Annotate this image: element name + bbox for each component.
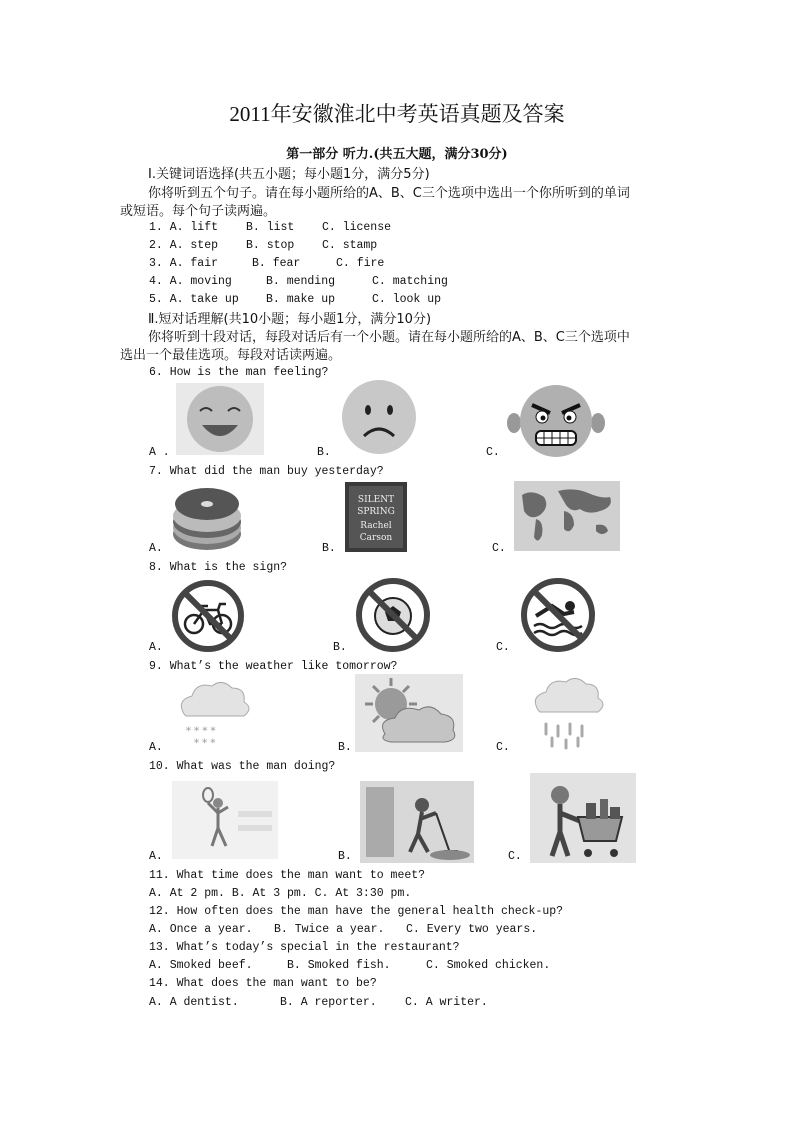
page-title: 2011年安徽淮北中考英语真题及答案	[229, 102, 565, 126]
q2-option-a: 2. A. step	[149, 239, 219, 252]
q4-option-c: C. matching	[372, 275, 448, 288]
q9-question: 9. What’s the weather like tomorrow?	[149, 660, 398, 673]
q8-question: 8. What is the sign?	[149, 561, 288, 574]
q14-option-c: C. A writer.	[405, 996, 488, 1009]
raking-leaves-image	[360, 781, 474, 863]
q7-question: 7. What did the man buy yesterday?	[149, 465, 384, 478]
q13-question: 13. What’s today’s special in the restaurant?	[149, 941, 460, 954]
q10-question: 10. What was the man doing?	[149, 760, 336, 773]
q5-option-a: 5. A. take up	[149, 293, 239, 306]
q1-option-a: 1. A. lift	[149, 221, 219, 234]
q10-label-c: C.	[508, 850, 522, 863]
book-title-line-4: Carson	[359, 533, 393, 543]
q6-question: 6. How is the man feeling?	[149, 366, 329, 379]
q14-question: 14. What does the man want to be?	[149, 977, 377, 990]
q14-option-a: A. A dentist.	[149, 996, 239, 1009]
section-heading: 第一部分 听力.(共五大题，满分30分)	[286, 147, 508, 162]
q6-label-b: B.	[317, 446, 331, 459]
q12-option-b: B. Twice a year.	[274, 923, 385, 936]
tennis-player-image	[172, 781, 278, 859]
q7-label-a: A.	[149, 542, 163, 555]
q6-label-c: C.	[486, 446, 500, 459]
q12-question: 12. How often does the man have the general health check-up?	[149, 905, 564, 918]
shopping-cart-image	[530, 773, 636, 863]
no-swimming-sign-image	[518, 576, 598, 654]
q13-option-b: B. Smoked fish.	[287, 959, 391, 972]
q7-label-c: C.	[492, 542, 506, 555]
q9-label-a: A.	[149, 741, 163, 754]
q9-label-c: C.	[496, 741, 510, 754]
q13-option-c: C. Smoked chicken.	[426, 959, 551, 972]
angry-face-image	[506, 383, 606, 459]
q11-question: 11. What time does the man want to meet?	[149, 869, 426, 882]
q4-option-a: 4. A. moving	[149, 275, 232, 288]
q2-option-c: C. stamp	[322, 239, 378, 252]
sad-face-image	[338, 378, 420, 456]
q7-label-b: B.	[322, 542, 336, 555]
q8-label-c: C.	[496, 641, 510, 654]
part1-instruction-1: 你将听到五个句子。请在每小题所给的A、B、C三个选项中选出一个你所听到的单词	[148, 186, 630, 201]
q1-option-c: C. license	[322, 221, 392, 234]
part2-instruction-2: 选出一个最佳选项。每段对话读两遍。	[120, 348, 342, 363]
no-football-sign-image	[354, 576, 432, 654]
q9-label-b: B.	[338, 741, 352, 754]
q10-label-a: A.	[149, 850, 163, 863]
q14-option-b: B. A reporter.	[280, 996, 377, 1009]
cd-stack-image	[170, 482, 244, 554]
book-title-line-3: Rachel	[360, 521, 392, 531]
part1-heading: Ⅰ.关键词语选择(共五小题；每小题1分，满分5分)	[148, 167, 430, 182]
book-title-line-2: SPRING	[357, 507, 395, 517]
book-title-line-1: SILENT	[357, 495, 395, 505]
q12-option-a: A. Once a year.	[149, 923, 253, 936]
q5-option-b: B. make up	[266, 293, 336, 306]
q3-option-a: 3. A. fair	[149, 257, 219, 270]
q1-option-b: B. list	[246, 221, 295, 234]
q13-option-a: A. Smoked beef.	[149, 959, 253, 972]
q8-label-a: A.	[149, 641, 163, 654]
part1-instruction-2: 或短语。每个句子读两遍。	[120, 204, 277, 219]
sun-cloud-image	[355, 674, 463, 752]
world-map-image	[514, 481, 620, 551]
q11-options: A. At 2 pm. B. At 3 pm. C. At 3:30 pm.	[149, 887, 412, 900]
q8-label-b: B.	[333, 641, 347, 654]
svg-text:* * * *: * * * *	[186, 726, 216, 737]
q3-option-c: C. fire	[336, 257, 385, 270]
q12-option-c: C. Every two years.	[406, 923, 538, 936]
q10-label-b: B.	[338, 850, 352, 863]
q2-option-b: B. stop	[246, 239, 295, 252]
q6-label-a: A .	[149, 446, 170, 459]
book-image	[345, 482, 407, 552]
no-bicycle-sign-image	[170, 578, 246, 654]
laughing-face-image	[176, 383, 264, 455]
snow-cloud-image	[170, 678, 254, 752]
part2-instruction-1: 你将听到十段对话，每段对话后有一个小题。请在每小题所给的A、B、C三个选项中	[148, 330, 630, 345]
rain-cloud-image	[526, 674, 610, 752]
part2-heading: Ⅱ.短对话理解(共10小题；每小题1分，满分10分)	[148, 312, 432, 327]
q4-option-b: B. mending	[266, 275, 336, 288]
q3-option-b: B. fear	[252, 257, 301, 270]
q5-option-c: C. look up	[372, 293, 442, 306]
svg-text:* * *: * * *	[194, 738, 216, 749]
